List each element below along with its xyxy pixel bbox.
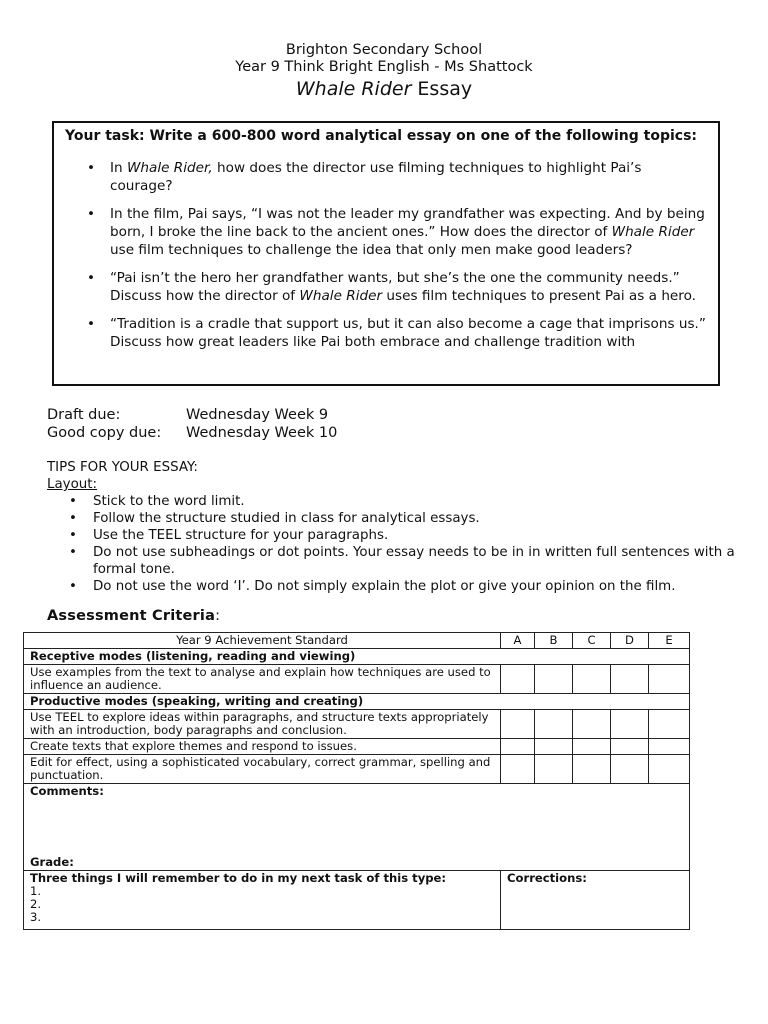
standard-header: Year 9 Achievement Standard xyxy=(24,633,501,649)
document-header xyxy=(0,42,768,101)
grade-header-e: E xyxy=(649,633,690,649)
tip-item: • Do not use the word ‘I’. Do not simply explain the plot or give your opinion on the film. xyxy=(69,579,676,594)
productive-heading: Productive modes (speaking, writing and creating) xyxy=(24,694,690,710)
bullet-icon: • xyxy=(87,206,96,222)
remember-item-3: 3. xyxy=(30,910,42,924)
grade-cell xyxy=(501,739,535,755)
grade-header-c: C xyxy=(573,633,611,649)
bullet-icon: • xyxy=(87,160,96,176)
tip-item: • Do not use subheadings or dot points. Your essay needs to be in in written full sentences with a formal tone. xyxy=(69,545,735,577)
due-dates xyxy=(47,406,337,442)
grade-label: Grade: xyxy=(30,855,74,869)
course-name: Year 9 Think Bright English - Ms Shattock xyxy=(235,59,533,75)
title-italic: Whale Rider xyxy=(295,78,412,100)
bullet-icon: • xyxy=(69,511,77,526)
comments-row xyxy=(24,784,690,871)
bullet-icon: • xyxy=(87,316,96,332)
comments-label: Comments: xyxy=(30,784,104,798)
grade-cell xyxy=(649,710,690,739)
criterion-text: Edit for effect, using a sophisticated vocabulary, correct grammar, spelling and punctuation. xyxy=(24,755,501,784)
good-copy-due-value: Wednesday Week 10 xyxy=(186,425,338,441)
table-row xyxy=(24,739,690,755)
remember-row xyxy=(24,871,690,930)
task-box xyxy=(52,121,720,386)
grade-cell xyxy=(501,710,535,739)
grade-cell xyxy=(611,739,649,755)
receptive-heading-row xyxy=(24,649,690,665)
bullet-icon: • xyxy=(87,270,96,286)
grade-cell xyxy=(573,665,611,694)
layout-label: Layout: xyxy=(47,477,98,492)
grade-header-a: A xyxy=(501,633,535,649)
criterion-text: Use examples from the text to analyse and explain how techniques are used to influence an audience. xyxy=(24,665,501,694)
comments-cell xyxy=(24,784,690,871)
bullet-icon: • xyxy=(69,545,77,560)
grade-header-d: D xyxy=(611,633,649,649)
criteria-table xyxy=(23,632,690,930)
corrections-cell: Corrections: xyxy=(501,871,690,930)
bullet-icon: • xyxy=(69,494,77,509)
tips-list xyxy=(47,493,747,595)
grade-cell xyxy=(611,755,649,784)
remember-cell xyxy=(24,871,501,930)
topic-item: • In Whale Rider, how does the director use filming techniques to highlight Pai’s courage? xyxy=(87,160,642,194)
title-rest: Essay xyxy=(411,78,473,100)
remember-item-2: 2. xyxy=(30,897,42,911)
grade-cell xyxy=(649,755,690,784)
school-name: Brighton Secondary School xyxy=(285,42,483,58)
grade-cell xyxy=(535,710,573,739)
topic-list xyxy=(65,159,706,351)
grade-cell xyxy=(649,665,690,694)
grade-cell xyxy=(611,665,649,694)
productive-heading-row xyxy=(24,694,690,710)
grade-cell xyxy=(535,665,573,694)
topic-item: • “Pai isn’t the hero her grandfather wants, but she’s the one the community needs.” Discuss how the director of Whale Rider uses film techniques to present Pai as a hero. xyxy=(87,270,696,304)
remember-item-1: 1. xyxy=(30,884,42,898)
tips-heading: TIPS FOR YOUR ESSAY: xyxy=(47,460,198,475)
tip-item: • Use the TEEL structure for your paragraphs. xyxy=(69,528,389,543)
table-header-row xyxy=(24,633,690,649)
draft-due-label: Draft due: xyxy=(47,407,121,423)
bullet-icon: • xyxy=(69,579,77,594)
grade-cell xyxy=(573,739,611,755)
good-copy-due-row xyxy=(47,424,337,442)
draft-due-row xyxy=(47,406,337,424)
criterion-text: Use TEEL to explore ideas within paragraphs, and structure texts appropriately with an introduction, body paragraphs and conclusion. xyxy=(24,710,501,739)
remember-label: Three things I will remember to do in my next task of this type: xyxy=(30,871,447,885)
grade-cell xyxy=(535,755,573,784)
grade-cell xyxy=(501,665,535,694)
bullet-icon: • xyxy=(69,528,77,543)
grade-cell xyxy=(573,755,611,784)
tips-section xyxy=(47,459,747,595)
topic-item: • “Tradition is a cradle that support us, but it can also become a cage that imprisons us.” Discuss how great leaders like Pai both embrace and challenge tradition with xyxy=(87,316,706,350)
topic-item: • In the film, Pai says, “I was not the leader my grandfather was expecting. And by being born, I broke the line back to the ancient ones.” How does the director of Whale Rider use film techniques to challenge the idea that only men make good leaders? xyxy=(87,206,705,258)
grade-cell xyxy=(501,755,535,784)
draft-due-value: Wednesday Week 9 xyxy=(186,407,329,423)
criterion-text: Create texts that explore themes and respond to issues. xyxy=(24,739,501,755)
assessment-title: Assessment Criteria: xyxy=(47,608,221,624)
grade-cell xyxy=(535,739,573,755)
table-row xyxy=(24,755,690,784)
receptive-heading: Receptive modes (listening, reading and viewing) xyxy=(24,649,690,665)
good-copy-due-label: Good copy due: xyxy=(47,425,162,441)
task-heading: Your task: Write a 600-800 word analytical essay on one of the following topics: xyxy=(65,128,698,144)
tip-item: • Stick to the word limit. xyxy=(69,494,245,509)
tip-item: • Follow the structure studied in class for analytical essays. xyxy=(69,511,480,526)
grade-cell xyxy=(649,739,690,755)
table-row xyxy=(24,710,690,739)
grade-cell xyxy=(611,710,649,739)
document-title xyxy=(0,77,768,101)
table-row xyxy=(24,665,690,694)
grade-header-b: B xyxy=(535,633,573,649)
grade-cell xyxy=(573,710,611,739)
